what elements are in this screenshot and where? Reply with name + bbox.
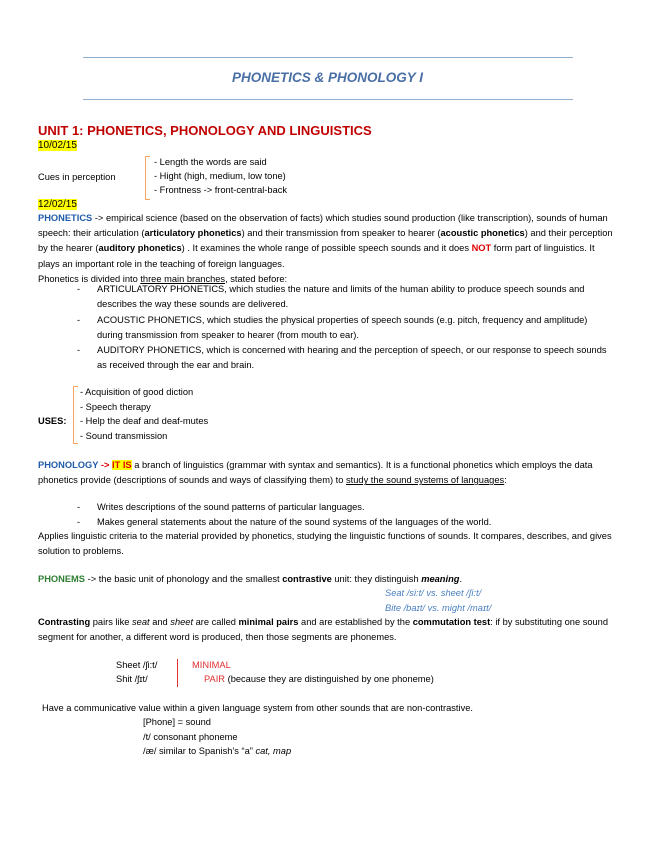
uses-label: USES: bbox=[38, 416, 67, 426]
branch-item: AUDITORY PHONETICS, which is concerned with hearing and the perception of speech, or our response to speech sounds as received through the ear and brain. bbox=[97, 345, 607, 371]
cues-label: Cues in perception bbox=[38, 172, 116, 182]
unit-heading: UNIT 1: PHONETICS, PHONOLOGY AND LINGUISTICS bbox=[38, 123, 372, 138]
branch-item: ACOUSTIC PHONETICS, which studies the physical properties of speech sounds (e.g. pitch, frequency and amplitude) during transmission from speaker to hearer (from mouth to ear). bbox=[97, 315, 588, 341]
cues-item: - Frontness -> front-central-back bbox=[154, 185, 288, 195]
date-2: 12/02/15 bbox=[38, 199, 77, 210]
communicative-line: Have a communicative value within a given language system from other sounds that are non-contrastive. bbox=[42, 703, 473, 713]
uses-item: - Acquisition of good diction bbox=[80, 387, 194, 397]
pair-divider bbox=[177, 659, 178, 687]
phonetics-term: PHONETICS bbox=[38, 213, 93, 223]
phonology-item: Writes descriptions of the sound patterns of particular languages. bbox=[97, 502, 365, 512]
phonetics-paragraph: PHONETICS -> empirical science (based on the observation of facts) which studies sound production (like transcription), sounds of human speech: their articulation (articulatory phonetics) and their transmission from speaker to hearer (acoustic phonetics) and their perception by the hearer (auditory phonetics) . It examines the whole range of possible speech sounds and it does NOT form part of linguistics. It plays an important role in the teaching of foreign languages. Phonetics is divided into three main branches, stated before: bbox=[38, 213, 613, 284]
cues-bracket bbox=[145, 156, 150, 200]
uses-bracket bbox=[73, 386, 78, 444]
minimal-label: MINIMAL bbox=[192, 660, 231, 670]
phonems-term: PHONEMS bbox=[38, 574, 86, 584]
applies-paragraph: Applies linguistic criteria to the material provided by phonetics, studying the linguistic functions of sounds. It compares, describes, and gives solution to problems. bbox=[38, 531, 612, 557]
uses-item: - Help the deaf and deaf-mutes bbox=[80, 416, 209, 426]
phone-line: [Phone] = sound bbox=[143, 717, 211, 727]
uses-item: - Speech therapy bbox=[80, 402, 151, 412]
phonems-line: PHONEMS -> the basic unit of phonology and the smallest contrastive unit: they distinguish meaning. bbox=[38, 574, 463, 584]
phonology-paragraph: PHONOLOGY -> IT IS a branch of linguistics (grammar with syntax and semantics). It is a functional phonetics which employs the data phonetics provide (descriptions of sounds and ways of classifying them) to study the sound systems of languages: bbox=[38, 460, 593, 486]
contrasting-paragraph: Contrasting pairs like seat and sheet are called minimal pairs and are established by the commutation test: if by substituting one sound segment for another, a different word is produced, then those segments are phonemes. bbox=[38, 617, 609, 643]
ae-line: /æ/ similar to Spanish’s “a” cat, map bbox=[143, 746, 292, 756]
date-1: 10/02/15 bbox=[38, 140, 77, 151]
example-pair-2: Bite /baɪt/ vs. might /maɪt/ bbox=[385, 603, 492, 613]
phonology-term: PHONOLOGY bbox=[38, 460, 99, 470]
t-consonant-line: /t/ consonant phoneme bbox=[143, 732, 238, 742]
shit-word: Shit /ʃɪt/ bbox=[116, 674, 148, 684]
example-pair-1: Seat /si:t/ vs. sheet /ʃi:t/ bbox=[385, 588, 482, 598]
title-rule bbox=[83, 99, 573, 100]
branch-item: ARTICULATORY PHONETICS, which studies the nature and limits of the human ability to produce speech sounds and describes the way these sounds are delivered. bbox=[97, 284, 585, 310]
pair-line: PAIR (because they are distinguished by one phoneme) bbox=[204, 674, 434, 684]
sheet-word: Sheet /ʃi:t/ bbox=[116, 660, 158, 670]
cues-item: - Hight (high, medium, low tone) bbox=[154, 171, 286, 181]
top-rule bbox=[83, 57, 573, 58]
cues-item: - Length the words are said bbox=[154, 157, 267, 167]
uses-item: - Sound transmission bbox=[80, 431, 168, 441]
document-title: PHONETICS & PHONOLOGY I bbox=[231, 70, 424, 85]
phonology-item: Makes general statements about the nature of the sound systems of the languages of the world. bbox=[97, 517, 492, 527]
